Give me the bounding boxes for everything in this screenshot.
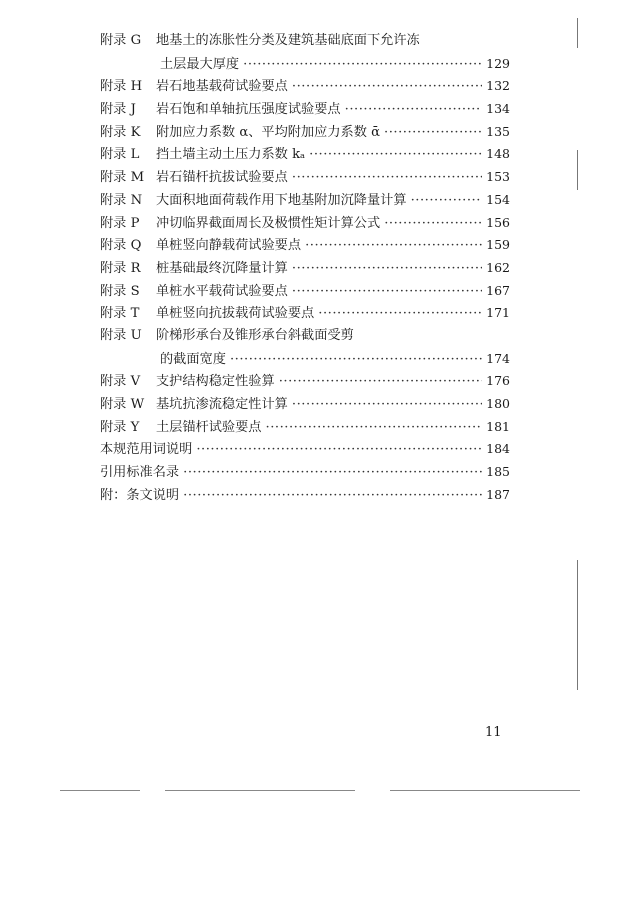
toc-entry-title: 冲切临界截面周长及极惯性矩计算公式 [156,215,381,231]
toc-entry [100,75,510,98]
toc-entry-label: 附录 P [100,215,140,231]
toc-leader-dots [243,54,482,77]
toc-entry-label: 附录 L [100,147,140,163]
toc-leader-dots [292,394,482,417]
toc-entry [100,166,510,189]
toc-entry-title: 岩石地基载荷试验要点 [156,79,288,95]
toc-entry-title: 阶梯形承台及锥形承台斜截面受剪 [156,327,354,343]
toc-entry-title: 引用标准名录 [100,465,180,481]
toc-leader-dots [384,213,482,236]
scan-edge-mark [577,18,578,48]
toc-leader-dots [292,76,482,99]
toc-entry-page: 148 [486,146,510,162]
toc-entry-page: 171 [486,305,510,321]
toc-entry-title: 挡土墙主动土压力系数 kₐ [156,147,306,163]
toc-entry-page: 159 [486,237,510,253]
scan-edge-mark [577,560,578,690]
toc-entry-page: 181 [486,418,510,434]
toc-entry [100,53,510,76]
toc-entry [100,348,510,371]
toc-entry-page: 134 [486,101,510,117]
toc-entry [100,302,510,325]
toc-leader-dots [183,485,482,508]
toc-entry-title: 大面积地面荷载作用下地基附加沉降量计算 [156,192,407,208]
toc-entry-page: 180 [486,396,510,411]
toc-entry [100,438,510,461]
toc-entry-title: 单桩竖向静载荷试验要点 [156,238,302,254]
toc-leader-dots [266,417,483,440]
toc-entry-page: 187 [486,486,510,502]
toc-entry-label: 附录 W [100,397,145,412]
toc-leader-dots [345,99,482,122]
toc-leader-dots [309,144,482,167]
toc-entry-label: 附录 N [100,192,143,208]
toc-entry-title: 的截面宽度 [160,351,226,367]
toc-leader-dots [384,122,482,145]
toc-entry-label: 附录 R [100,260,141,276]
toc-leader-dots [318,303,482,326]
toc-entry-title: 附加应力系数 α、平均附加应力系数 ᾱ [156,124,381,140]
toc-leader-dots [292,167,482,190]
toc-entry-page: 185 [486,464,510,480]
toc-entry-page: 156 [486,214,510,230]
toc-entry-label: 附录 S [100,283,140,299]
toc-entry-title: 土层锚杆试验要点 [156,419,262,435]
toc-entry-page: 176 [486,373,510,389]
toc-entry-label: 附录 H [100,79,143,95]
toc-leader-dots [230,349,482,372]
toc-entry-label: 附录 Y [100,419,140,435]
toc-leader-dots [183,462,482,485]
toc-entry [100,325,510,348]
toc-entry-page: 132 [486,78,510,94]
table-of-contents [100,30,510,506]
toc-entry-label: 附录 T [100,306,140,322]
toc-entry-page: 184 [486,441,510,457]
toc-entry-title: 支护结构稳定性验算 [156,374,275,390]
toc-entry [100,143,510,166]
toc-entry-title: 土层最大厚度 [160,56,240,72]
toc-entry-title: 桩基础最终沉降量计算 [156,260,288,276]
toc-entry [100,212,510,235]
toc-entry [100,393,510,416]
toc-leader-dots [411,190,482,213]
scan-edge-mark [165,790,355,791]
toc-leader-dots [279,371,482,394]
scan-edge-mark [60,790,140,791]
toc-entry-title: 单桩竖向抗拔载荷试验要点 [156,306,315,322]
toc-entry-title: 本规范用词说明 [100,442,193,458]
toc-entry-label: 附录 G [100,33,142,48]
toc-entry [100,234,510,257]
toc-entry-label: 附录 K [100,124,141,140]
toc-entry [100,280,510,303]
toc-entry-label: 附录 V [100,374,141,390]
toc-entry [100,370,510,393]
toc-leader-dots [292,258,482,281]
page-number: 11 [485,725,502,740]
toc-entry-title: 附：条文说明 [100,487,180,503]
toc-entry [100,30,510,53]
toc-entry [100,257,510,280]
toc-entry-page: 167 [486,282,510,298]
toc-leader-dots [292,281,482,304]
scan-edge-mark [577,150,578,190]
toc-leader-dots [196,439,482,462]
toc-entry-label: 附录 U [100,327,142,343]
toc-entry-label: 附录 M [100,170,145,186]
toc-entry-title: 基坑抗渗流稳定性计算 [156,397,288,412]
toc-entry [100,98,510,121]
toc-entry-label: 附录 J [100,102,136,118]
toc-entry-page: 154 [486,191,510,207]
toc-entry [100,416,510,439]
toc-entry-page: 174 [486,350,510,366]
toc-entry [100,461,510,484]
toc-entry-title: 地基土的冻胀性分类及建筑基础底面下允许冻 [156,33,420,48]
toc-entry-page: 135 [486,123,510,139]
toc-entry-page: 162 [486,259,510,275]
toc-entry [100,189,510,212]
toc-entry-title: 单桩水平载荷试验要点 [156,283,288,299]
toc-entry-title: 岩石饱和单轴抗压强度试验要点 [156,102,341,118]
toc-entry [100,484,510,507]
toc-entry-title: 岩石锚杆抗拔试验要点 [156,170,288,186]
toc-entry [100,121,510,144]
toc-entry-label: 附录 Q [100,238,142,254]
toc-entry-page: 129 [486,55,510,71]
toc-leader-dots [305,235,482,258]
scan-edge-mark [390,790,580,791]
toc-entry-page: 153 [486,169,510,185]
